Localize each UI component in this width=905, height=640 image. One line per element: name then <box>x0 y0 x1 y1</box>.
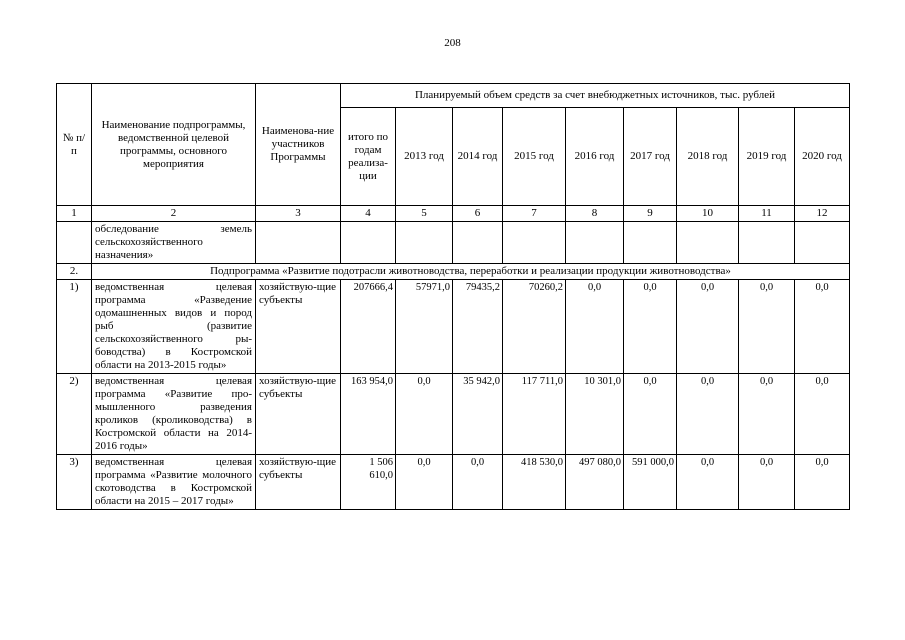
row-value-2019: 0,0 <box>739 455 795 510</box>
table-row <box>57 455 850 510</box>
row-value-2020: 0,0 <box>795 455 850 510</box>
row-number: 2) <box>57 374 92 455</box>
column-number-row <box>57 206 850 222</box>
header-participants: Наименова-ние участников Программы <box>256 84 341 206</box>
column-number: 3 <box>256 206 341 222</box>
header-row-1 <box>57 84 850 108</box>
column-number: 8 <box>566 206 624 222</box>
row-name: ведомственная целевая программа «Развитие молочного скотоводства в Костромской области на 2015 – 2017 годы» <box>92 455 256 510</box>
header-total: итого по годам реализа-ции <box>341 108 396 206</box>
row-value-2016: 0,0 <box>566 280 624 374</box>
row-name: ведомственная целевая программа «Развитие про-мышленного разведения кроликов (кролиководства) в Костромской области на 2014-2016 годы» <box>92 374 256 455</box>
column-number: 9 <box>624 206 677 222</box>
row-value-2019: 0,0 <box>739 280 795 374</box>
column-number: 1 <box>57 206 92 222</box>
header-year-2017: 2017 год <box>624 108 677 206</box>
row-value-2013: 57971,0 <box>396 280 453 374</box>
row-value-2018: 0,0 <box>677 374 739 455</box>
row-participants: хозяйствую-щие субъекты <box>256 280 341 374</box>
row-value-2013: 0,0 <box>396 374 453 455</box>
header-year-2020: 2020 год <box>795 108 850 206</box>
row-participants: хозяйствую-щие субъекты <box>256 455 341 510</box>
row-number: 3) <box>57 455 92 510</box>
row-value-2015: 418 530,0 <box>503 455 566 510</box>
row-value-2017: 0,0 <box>624 280 677 374</box>
row-value-2020: 0,0 <box>795 280 850 374</box>
row-participants: хозяйствую-щие субъекты <box>256 374 341 455</box>
row-value-2013: 0,0 <box>396 455 453 510</box>
row-value-2016: 10 301,0 <box>566 374 624 455</box>
continuation-row <box>57 222 850 264</box>
row-value-2015: 117 711,0 <box>503 374 566 455</box>
row-value-2020: 0,0 <box>795 374 850 455</box>
row-total: 1 506 610,0 <box>341 455 396 510</box>
subprogram-number: 2. <box>57 264 92 280</box>
table-row <box>57 280 850 374</box>
header-year-2014: 2014 год <box>453 108 503 206</box>
column-number: 10 <box>677 206 739 222</box>
column-number: 7 <box>503 206 566 222</box>
row-value-2016: 497 080,0 <box>566 455 624 510</box>
row-value-2015: 70260,2 <box>503 280 566 374</box>
header-no: № п/п <box>57 84 92 206</box>
row-value-2014: 35 942,0 <box>453 374 503 455</box>
column-number: 11 <box>739 206 795 222</box>
row-total: 163 954,0 <box>341 374 396 455</box>
row-value-2017: 0,0 <box>624 374 677 455</box>
row-number: 1) <box>57 280 92 374</box>
continuation-name: обследование земель сельскохозяйственного назначения» <box>92 222 256 264</box>
row-value-2017: 591 000,0 <box>624 455 677 510</box>
page-number: 208 <box>444 37 461 49</box>
row-total: 207666,4 <box>341 280 396 374</box>
column-number: 6 <box>453 206 503 222</box>
column-number: 4 <box>341 206 396 222</box>
column-number: 5 <box>396 206 453 222</box>
subprogram-title: Подпрограмма «Развитие подотрасли животноводства, переработки и реализации продукции животноводства» <box>92 264 850 280</box>
header-funding-group: Планируемый объем средств за счет внебюджетных источников, тыс. рублей <box>341 84 850 108</box>
header-year-2013: 2013 год <box>396 108 453 206</box>
header-name: Наименование подпрограммы, ведомственной целевой программы, основного мероприятия <box>92 84 256 206</box>
header-year-2018: 2018 год <box>677 108 739 206</box>
header-year-2015: 2015 год <box>503 108 566 206</box>
header-year-2019: 2019 год <box>739 108 795 206</box>
column-number: 12 <box>795 206 850 222</box>
subprogram-row <box>57 264 850 280</box>
table-row <box>57 374 850 455</box>
row-value-2018: 0,0 <box>677 280 739 374</box>
row-value-2014: 79435,2 <box>453 280 503 374</box>
row-value-2014: 0,0 <box>453 455 503 510</box>
row-name: ведомственная целевая программа «Разведение одомашненных видов и пород рыб (развитие сельскохозяйственного ры-боводства) в Костромской области на 2013-2015 годы» <box>92 280 256 374</box>
budget-table <box>56 83 850 510</box>
header-year-2016: 2016 год <box>566 108 624 206</box>
column-number: 2 <box>92 206 256 222</box>
row-value-2019: 0,0 <box>739 374 795 455</box>
row-value-2018: 0,0 <box>677 455 739 510</box>
